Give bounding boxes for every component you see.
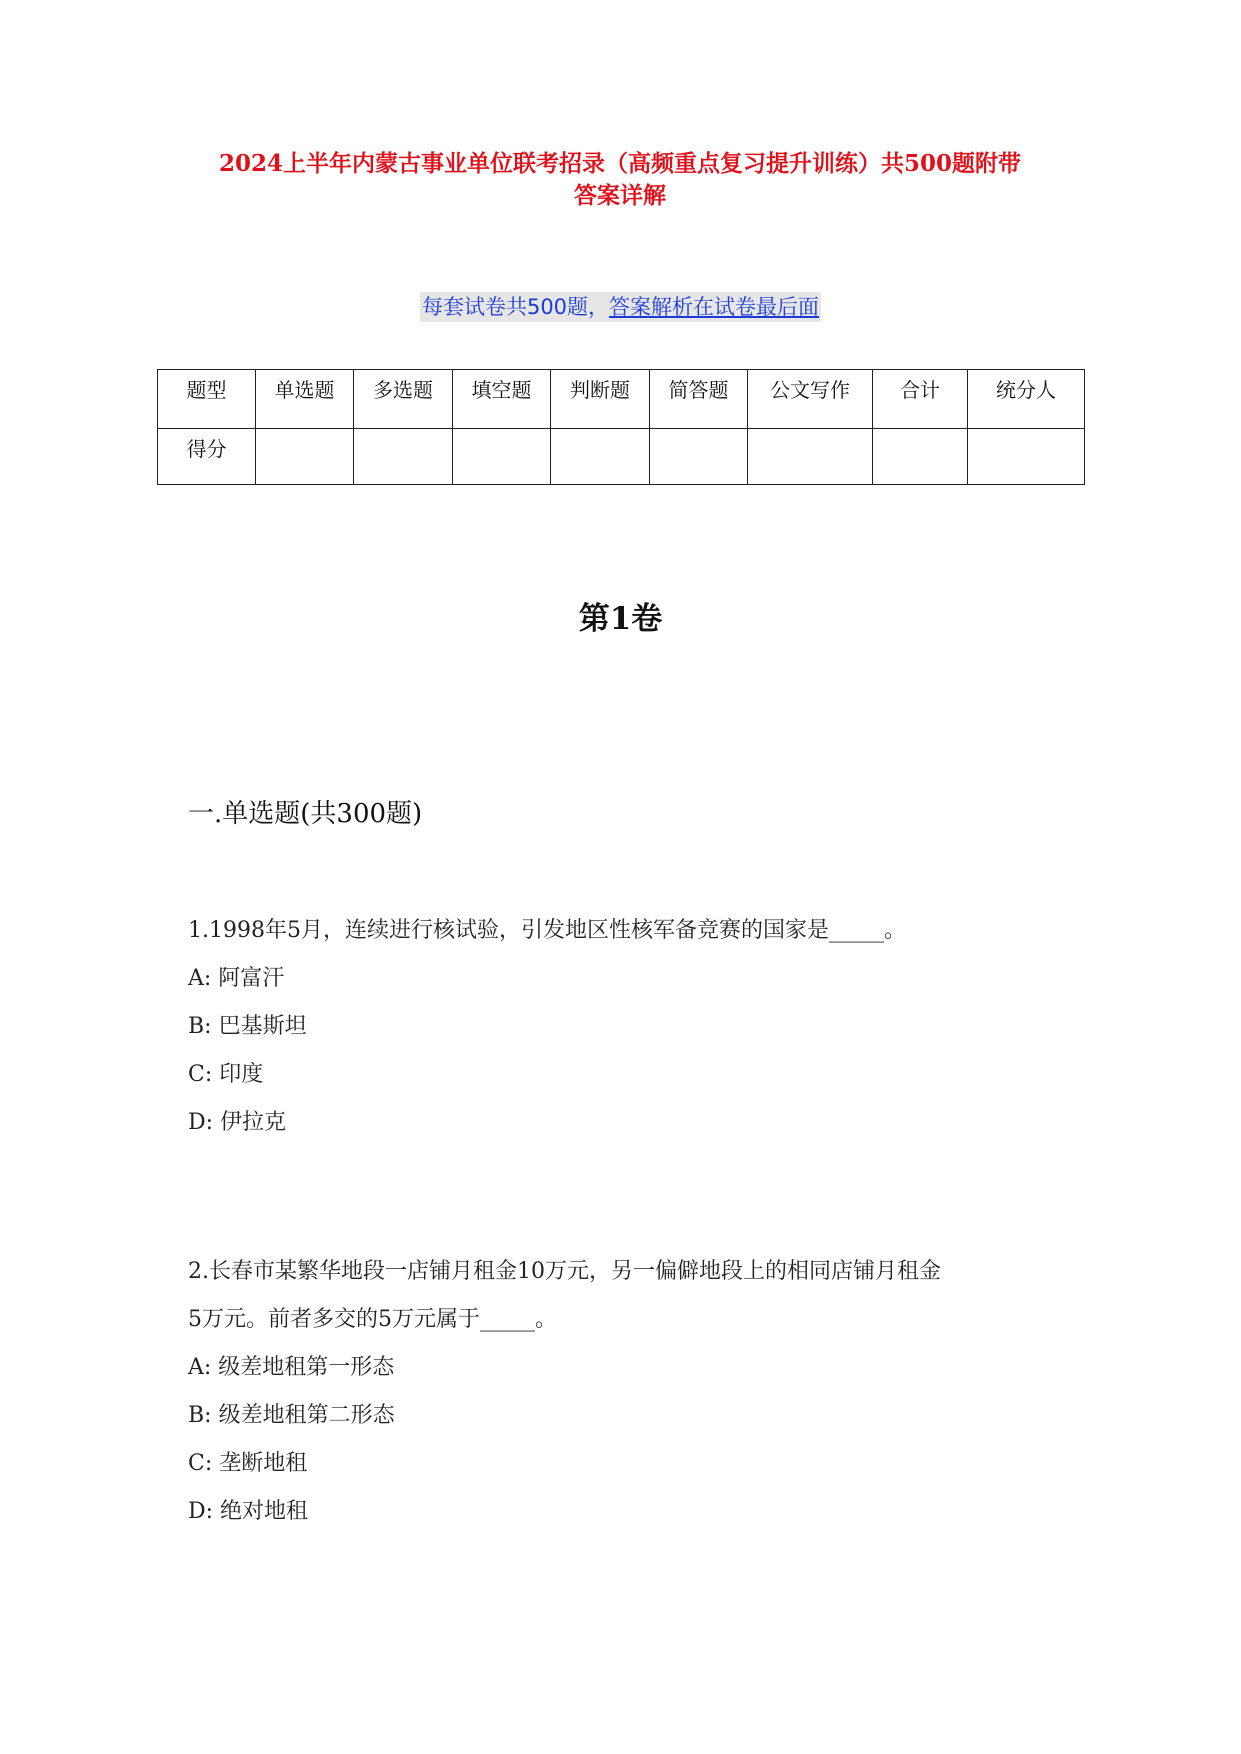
question-stem-continued: 5万元。前者多交的5万元属于_____。	[188, 1307, 557, 1332]
option-d: D: 伊拉克	[188, 1110, 287, 1135]
section-title: 一.单选题(共300题)	[188, 799, 423, 829]
score-cell	[256, 429, 354, 485]
question-stem: 1.1998年5月，连续进行核试验，引发地区性核军备竞赛的国家是_____。	[188, 918, 906, 943]
question-stem: 2.长春市某繁华地段一店铺月租金10万元，另一偏僻地段上的相同店铺月租金	[188, 1259, 941, 1284]
header-cell-single-choice: 单选题	[256, 370, 354, 429]
option-a: A: 级差地租第一形态	[188, 1355, 395, 1380]
header-cell-multiple-choice: 多选题	[354, 370, 453, 429]
header-cell-true-false: 判断题	[551, 370, 650, 429]
header-cell-short-answer: 简答题	[650, 370, 748, 429]
option-b: B: 级差地租第二形态	[188, 1403, 395, 1428]
score-cell	[354, 429, 453, 485]
subtitle-banner	[0, 292, 1241, 322]
score-cell	[748, 429, 873, 485]
score-table	[157, 369, 1085, 485]
header-cell-official-writing: 公文写作	[748, 370, 873, 429]
header-cell-total: 合计	[873, 370, 968, 429]
option-b: B: 巴基斯坦	[188, 1014, 307, 1039]
question-2	[188, 1248, 941, 1536]
score-table-score-row	[158, 429, 1085, 485]
title-line-1: 2024上半年内蒙古事业单位联考招录（高频重点复习提升训练）共500题附带	[218, 150, 1022, 177]
option-a: A: 阿富汗	[188, 966, 285, 991]
title-line-2: 答案详解	[574, 182, 666, 209]
score-cell	[453, 429, 551, 485]
option-c: C: 垄断地租	[188, 1451, 308, 1476]
header-cell-type: 题型	[158, 370, 256, 429]
question-1	[188, 907, 906, 1147]
header-cell-fill-blank: 填空题	[453, 370, 551, 429]
option-d: D: 绝对地租	[188, 1499, 309, 1524]
header-cell-scorer: 统分人	[968, 370, 1085, 429]
document-title	[150, 148, 1090, 212]
score-table-header-row	[158, 370, 1085, 429]
score-cell	[551, 429, 650, 485]
subtitle	[420, 292, 821, 322]
subtitle-part-2: 答案解析在试卷最后面	[609, 295, 820, 319]
volume-title: 第1卷	[578, 601, 663, 637]
score-cell	[873, 429, 968, 485]
score-cell	[968, 429, 1085, 485]
score-row-label: 得分	[158, 429, 256, 485]
option-c: C: 印度	[188, 1062, 264, 1087]
subtitle-part-1: 每套试卷共500题，	[421, 295, 610, 319]
score-cell	[650, 429, 748, 485]
